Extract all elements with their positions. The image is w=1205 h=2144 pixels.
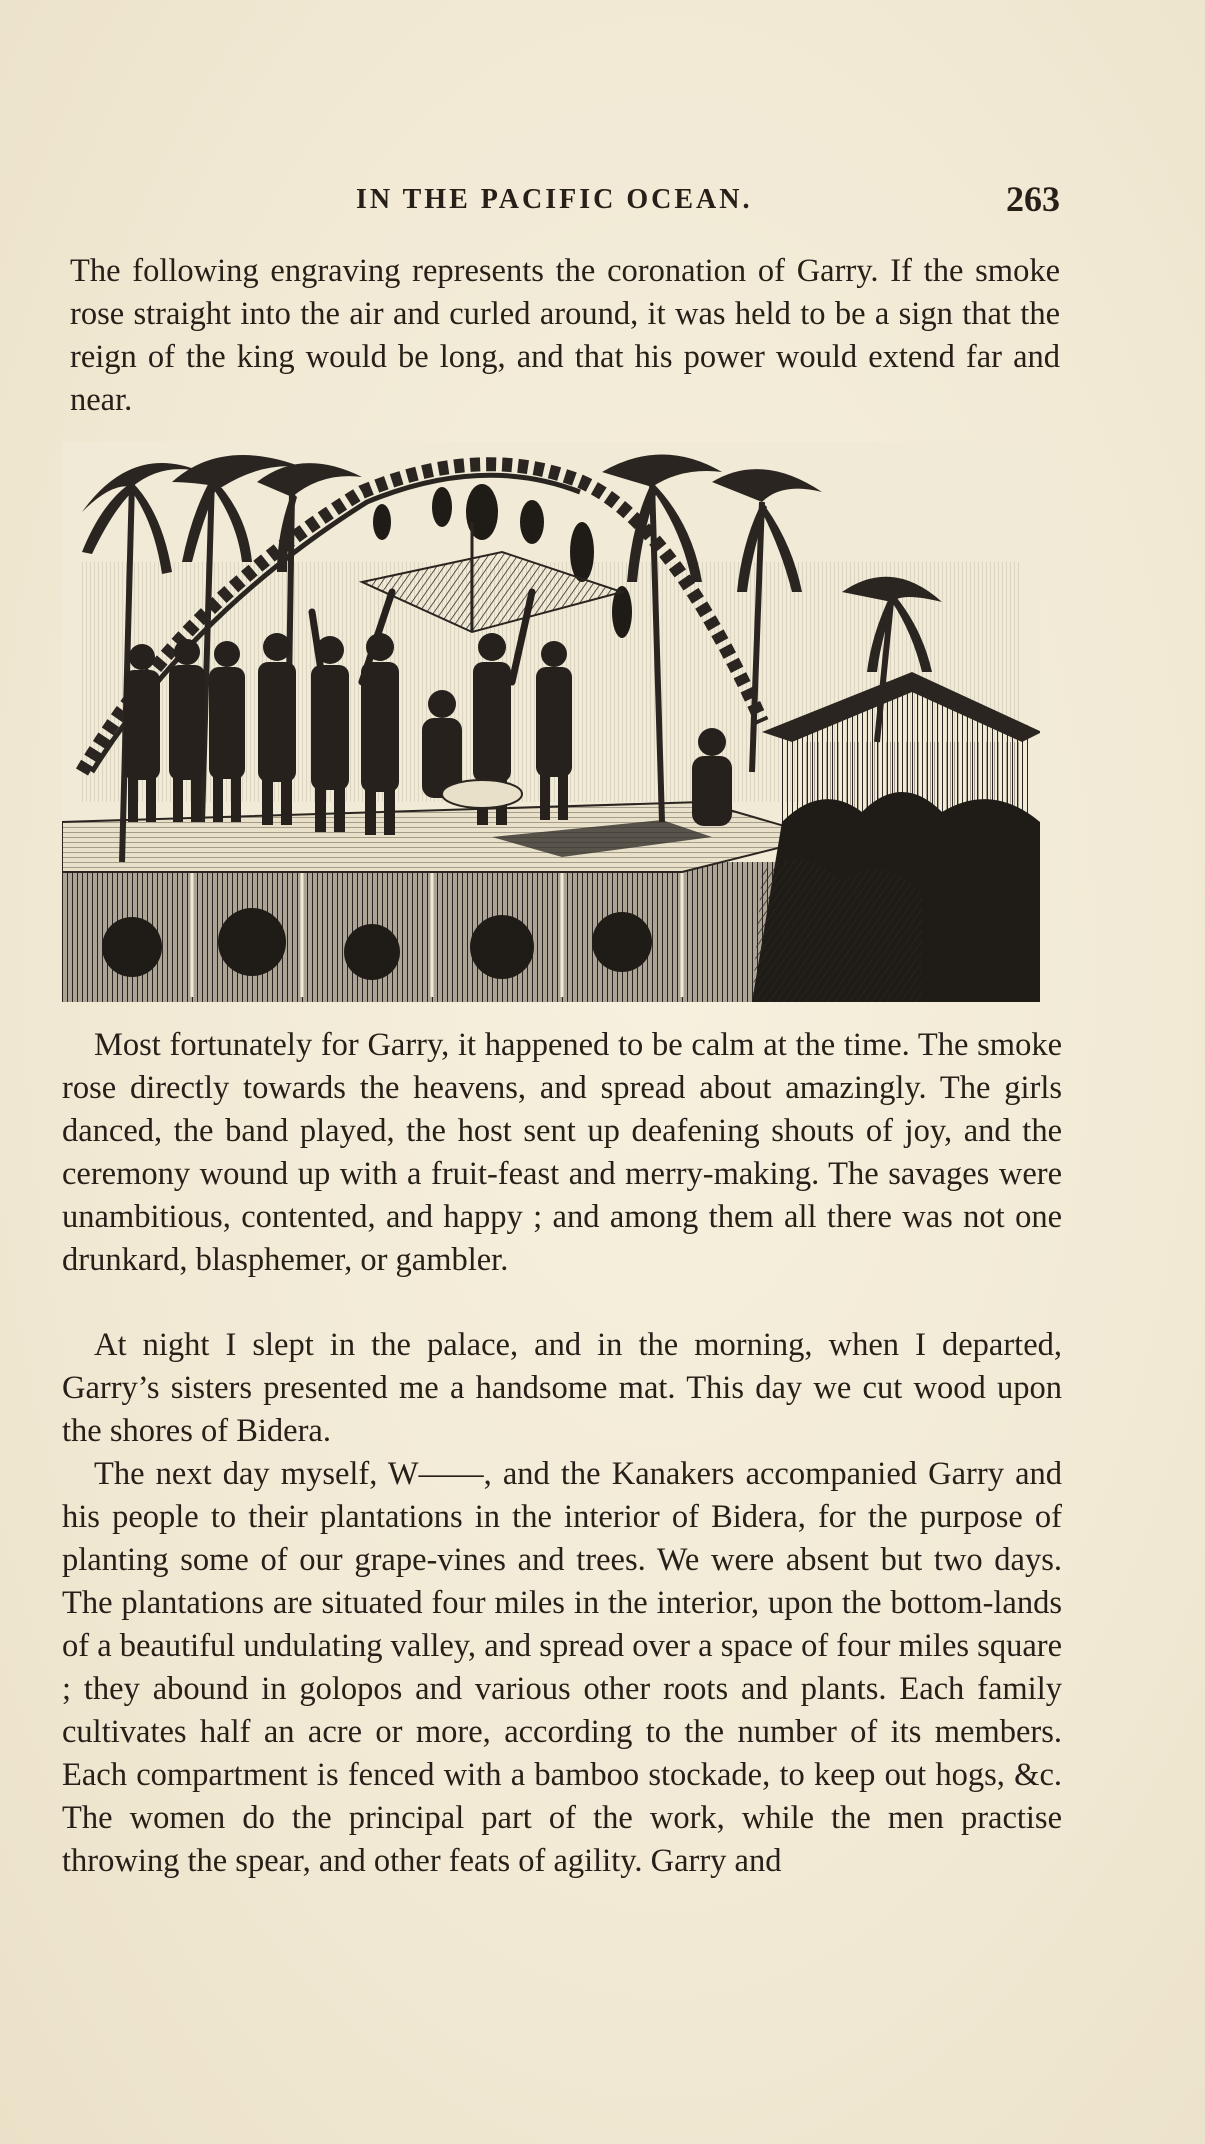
paragraph-intro: The following engraving represents the coronation of Garry. If the smoke rose straight into the air and curled around, it was held to be a sign that the reign of the king would be long, and that his power would extend far and near. [70, 253, 1060, 418]
running-head [60, 178, 1060, 228]
paragraph-plantations: The next day myself, W——, and the Kanakers accompanied Garry and his people to their plantations in the interior of Bidera, for the purpose of planting some of our grape-vines and trees. We were absent but two days. The plantations are situated four miles in the interior, upon the bottom-lands of a beautiful undulating valley, and spread over a space of four miles square ; they abound in golopos and various other roots and plants. Each family cultivates half an acre or more, according to the number of its members. Each compartment is fenced with a bamboo stockade, to keep out hogs, &c. The women do the principal part of the work, while the men practise throwing the spear, and other feats of agility. Garry and [62, 1456, 1062, 1879]
running-title: IN THE PACIFIC OCEAN. [356, 184, 753, 215]
paragraph-calm: Most fortunately for Garry, it happened to be calm at the time. The smoke rose directly towards the heavens, and spread about amazingly. The girls danced, the band played, the host sent up deafening shouts of joy, and the ceremony wound up with a fruit-feast and merry-making. The savages were unambitious, contented, and happy ; and among them all there was not one drunkard, blasphemer, or gambler. [62, 1027, 1062, 1278]
paragraph-night: At night I slept in the palace, and in the morning, when I departed, Garry’s sisters presented me a handsome mat. This day we cut wood upon the shores of Bidera. [62, 1327, 1062, 1449]
page-number: 263 [1006, 179, 1060, 219]
coronation-engraving [62, 442, 1040, 1002]
